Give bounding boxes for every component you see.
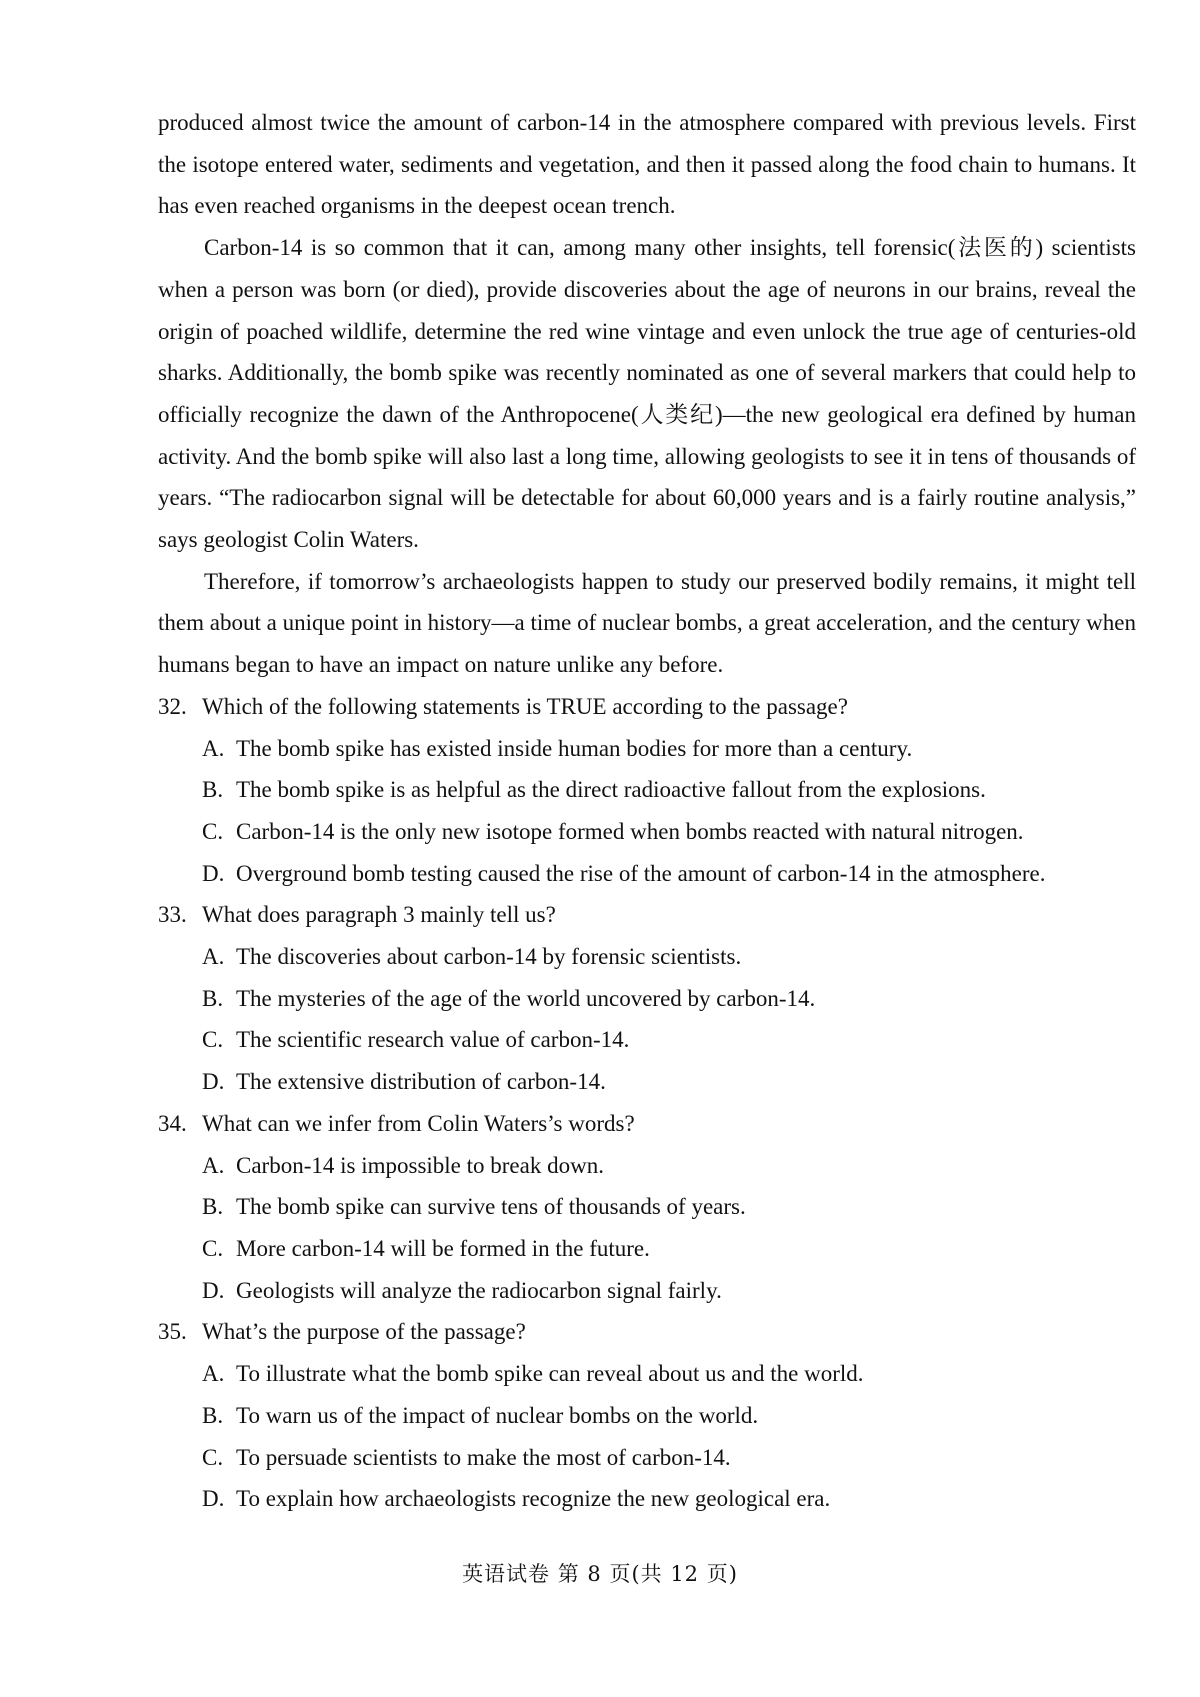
option-text: Overground bomb testing caused the rise of the amount of carbon-14 in the atmosphere. (236, 860, 1046, 886)
option-letter: D. (202, 860, 225, 886)
option-letter: B. (202, 777, 224, 803)
question-number: 34. (158, 1110, 187, 1136)
question-stem (158, 1103, 1136, 1145)
question-33 (158, 894, 1136, 1103)
option-letter: B. (202, 1402, 224, 1428)
option-a (158, 1145, 1136, 1187)
question-text: Which of the following statements is TRUE according to the passage? (202, 693, 848, 719)
option-a (158, 1353, 1136, 1395)
option-text: The scientific research value of carbon-14. (236, 1027, 630, 1053)
option-c (158, 1019, 1136, 1061)
option-text: Carbon-14 is impossible to break down. (236, 1152, 604, 1178)
option-letter: D. (202, 1277, 225, 1303)
option-letter: B. (202, 1194, 224, 1220)
question-text: What’s the purpose of the passage? (202, 1319, 526, 1345)
option-letter: A. (202, 735, 225, 761)
option-a (158, 936, 1136, 978)
option-b (158, 978, 1136, 1020)
question-stem (158, 894, 1136, 936)
question-stem (158, 1311, 1136, 1353)
option-b (158, 1186, 1136, 1228)
option-a (158, 728, 1136, 770)
option-letter: D. (202, 1486, 225, 1512)
option-letter: C. (202, 1444, 224, 1470)
option-letter: A. (202, 944, 225, 970)
question-stem (158, 686, 1136, 728)
option-c (158, 1437, 1136, 1479)
option-text: To warn us of the impact of nuclear bombs on the world. (236, 1402, 759, 1428)
option-letter: C. (202, 1235, 224, 1261)
passage-paragraph: Carbon-14 is so common that it can, among many other insights, tell forensic(法医的) scientists when a person was born (or died), provide discoveries about the age of neurons in our brains, reveal the origin of poached wildlife, determine the red wine vintage and even unlock the true age of centuries-old sharks. Additionally, the bomb spike was recently nominated as one of several markers that could help to officially recognize the dawn of the Anthropocene(人类纪)—the new geological era defined by human activity. And the bomb spike will also last a long time, allowing geologists to see it in tens of thousands of years. “The radiocarbon signal will be detectable for about 60,000 years and is a fairly routine analysis,” says geologist Colin Waters. (158, 235, 1136, 553)
option-b (158, 1395, 1136, 1437)
option-letter: C. (202, 1027, 224, 1053)
option-text: The bomb spike is as helpful as the direct radioactive fallout from the explosions. (236, 777, 986, 803)
option-c (158, 1228, 1136, 1270)
option-text: Carbon-14 is the only new isotope formed when bombs reacted with natural nitrogen. (236, 818, 1024, 844)
option-text: To explain how archaeologists recognize the new geological era. (236, 1486, 831, 1512)
option-letter: D. (202, 1069, 225, 1095)
option-d (158, 1270, 1136, 1312)
option-text: The mysteries of the age of the world uncovered by carbon-14. (236, 985, 816, 1011)
question-text: What can we infer from Colin Waters’s words? (202, 1110, 635, 1136)
question-number: 35. (158, 1319, 187, 1345)
passage-paragraph: produced almost twice the amount of carbon-14 in the atmosphere compared with previous levels. First the isotope entered water, sediments and vegetation, and then it passed along the food chain to humans. It has even reached organisms in the deepest ocean trench. (158, 110, 1136, 219)
option-text: To persuade scientists to make the most of carbon-14. (236, 1444, 731, 1470)
passage-paragraph: Therefore, if tomorrow’s archaeologists happen to study our preserved bodily remains, it might tell them about a unique point in history—a time of nuclear bombs, a great acceleration, and the century when humans began to have an impact on nature unlike any before. (158, 568, 1136, 678)
question-number: 33. (158, 902, 187, 928)
option-b (158, 769, 1136, 811)
option-text: The bomb spike can survive tens of thousands of years. (236, 1194, 746, 1220)
question-34 (158, 1103, 1136, 1312)
option-text: The bomb spike has existed inside human bodies for more than a century. (236, 735, 913, 761)
option-text: Geologists will analyze the radiocarbon signal fairly. (236, 1277, 722, 1303)
page-footer: 英语试卷 第 8 页(共 12 页) (462, 1562, 738, 1586)
question-32 (158, 686, 1136, 895)
option-c (158, 811, 1136, 853)
option-letter: A. (202, 1361, 225, 1387)
question-list (158, 686, 1136, 1520)
page-content (158, 102, 1136, 1520)
question-number: 32. (158, 693, 187, 719)
option-text: To illustrate what the bomb spike can reveal about us and the world. (236, 1361, 864, 1387)
question-35 (158, 1311, 1136, 1520)
reading-passage (158, 102, 1136, 686)
option-letter: A. (202, 1152, 225, 1178)
option-d (158, 1061, 1136, 1103)
option-text: The discoveries about carbon-14 by forensic scientists. (236, 944, 742, 970)
option-d (158, 853, 1136, 895)
option-text: The extensive distribution of carbon-14. (236, 1069, 606, 1095)
option-text: More carbon-14 will be formed in the future. (236, 1235, 650, 1261)
option-d (158, 1478, 1136, 1520)
option-letter: B. (202, 985, 224, 1011)
question-text: What does paragraph 3 mainly tell us? (202, 902, 556, 928)
option-letter: C. (202, 818, 224, 844)
